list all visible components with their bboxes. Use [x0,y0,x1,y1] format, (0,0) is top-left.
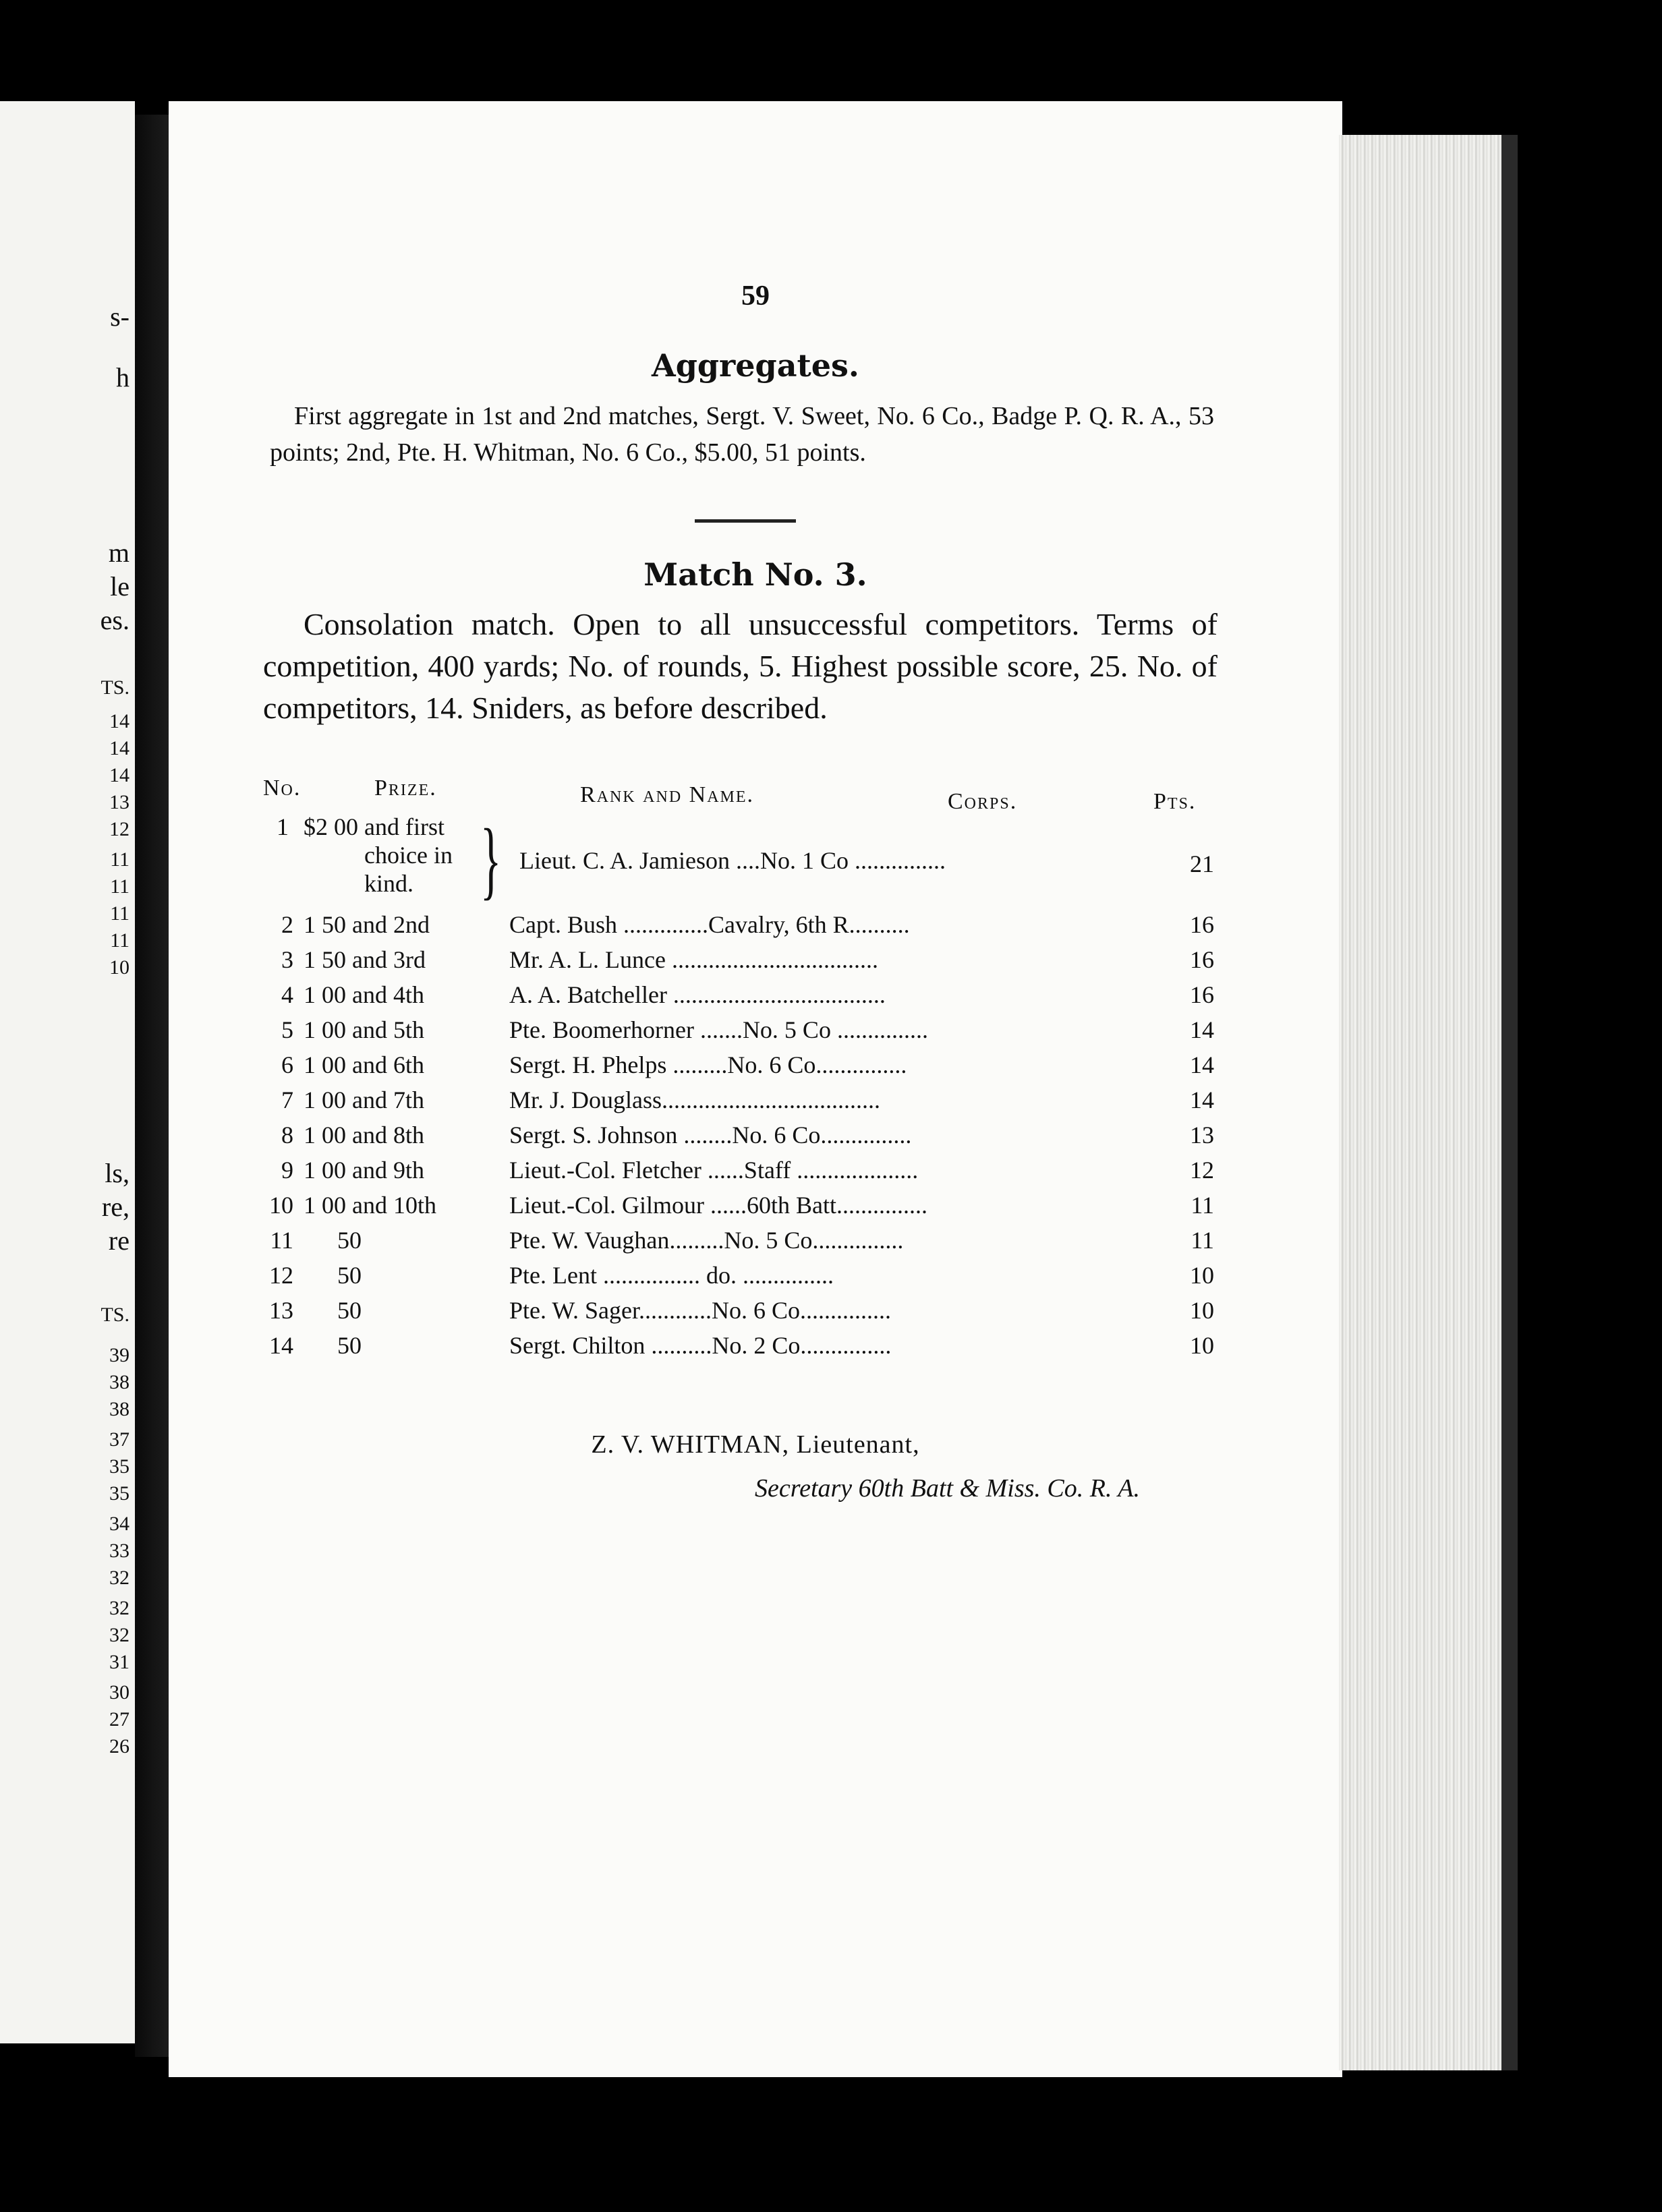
facing-page-fragment: 33 [109,1540,130,1562]
facing-page-fragment: m [108,537,130,568]
facing-page-fragment: 34 [109,1513,130,1535]
facing-page-fragment: 12 [109,818,130,840]
row-no: 1 [277,813,289,840]
table-row [169,981,1342,1016]
section-divider [695,519,796,523]
row-no: 2 [281,911,293,938]
row-no: 8 [281,1122,293,1148]
facing-page-fragment: h [116,362,130,392]
row-prize: 50 [337,1297,362,1324]
header-rank-name: Rank and Name. [580,782,755,807]
facing-page-fragment: 32 [109,1597,130,1619]
row-name-corps: Sergt. S. Johnson ........No. 6 Co............... [509,1122,912,1148]
facing-page-fragment: es. [100,605,130,635]
table-row [169,1226,1342,1261]
row-no: 4 [281,981,293,1008]
row-no: 13 [269,1297,293,1324]
facing-page-fragment: 38 [109,1371,130,1393]
row-prize: 1 00 and 6th [304,1051,424,1078]
row-prize: 1 00 and 10th [304,1192,436,1219]
row-prize: 50 [337,1227,362,1254]
facing-page-fragment: 31 [109,1651,130,1673]
row-name-corps: Mr. A. L. Lunce .................................. [509,946,878,973]
results-table [169,776,1342,1423]
row-prize: 1 00 and 8th [304,1122,424,1148]
table-row [169,1191,1342,1226]
row-prize: 50 [337,1332,362,1359]
facing-page-fragment: 14 [109,737,130,759]
row-prize-line: $2 00 and first [304,813,445,840]
facing-page-fragment: 14 [109,710,130,732]
book-page [169,101,1342,2077]
row-no: 7 [281,1086,293,1113]
facing-page-fragment: 32 [109,1624,130,1646]
row-name-corps: Sergt. H. Phelps .........No. 6 Co............... [509,1051,907,1078]
header-prize: Prize. [374,776,437,801]
table-row [169,910,1342,945]
page-number: 59 [741,281,770,312]
facing-page [0,101,135,2043]
facing-page-fragment: 38 [109,1398,130,1420]
row-prize: 50 [337,1262,362,1289]
row-name-corps: Pte. Lent ................ do. ............... [509,1262,834,1289]
match-heading: Match No. 3. [643,556,867,593]
facing-page-fragment: re [108,1225,130,1256]
row-no: 3 [281,946,293,973]
row-no: 9 [281,1157,293,1184]
facing-page-fragment: TS. [101,676,130,699]
page-edges [1339,135,1518,2070]
facing-page-fragment: 35 [109,1455,130,1478]
row-name-corps: Pte. W. Vaughan.........No. 5 Co............... [509,1227,904,1254]
header-no: No. [263,776,302,801]
row-name-corps: Sergt. Chilton ..........No. 2 Co............... [509,1332,892,1359]
facing-page-fragment: 11 [110,848,130,871]
row-prize: 1 00 and 5th [304,1016,424,1043]
facing-page-fragment: 26 [109,1735,130,1757]
row-name-corps: Lieut.-Col. Gilmour ......60th Batt............... [509,1192,927,1219]
signature-name: Z. V. WHITMAN, Lieutenant, [591,1430,920,1459]
table-row [169,1156,1342,1191]
row-name-corps: Mr. J. Douglass.................................... [509,1086,881,1113]
row-prize: 1 00 and 4th [304,981,424,1008]
table-row [169,945,1342,981]
row-no: 11 [270,1227,293,1254]
row-pts: 14 [1190,1086,1214,1113]
row-prize: 1 00 and 7th [304,1086,424,1113]
facing-page-fragment: 13 [109,791,130,813]
facing-page-fragment: 11 [110,929,130,952]
row-pts: 16 [1190,946,1214,973]
row-prize: 1 50 and 3rd [304,946,426,973]
table-row [169,1051,1342,1086]
table-row [169,813,1342,907]
facing-page-fragment: s- [110,301,130,332]
facing-page-fragment: 11 [110,875,130,898]
row-pts: 13 [1190,1122,1214,1148]
row-prize-line: kind. [364,870,414,897]
header-pts: Pts. [1153,789,1197,814]
row-no: 6 [281,1051,293,1078]
row-name-corps: A. A. Batcheller ................................... [509,981,886,1008]
brace-glyph: } [480,811,502,908]
facing-page-fragment: re, [101,1192,130,1222]
row-name-corps: Capt. Bush ..............Cavalry, 6th R.......... [509,911,910,938]
row-pts: 11 [1191,1192,1214,1219]
row-pts: 21 [1190,850,1214,877]
row-no: 14 [269,1332,293,1359]
header-corps: Corps. [948,789,1018,814]
row-prize-line: choice in [364,842,453,869]
row-pts: 10 [1190,1262,1214,1289]
row-no: 10 [269,1192,293,1219]
row-pts: 10 [1190,1297,1214,1324]
facing-page-fragment: 14 [109,764,130,786]
row-pts: 14 [1190,1051,1214,1078]
facing-page-fragment: ls, [105,1158,130,1188]
row-pts: 16 [1190,911,1214,938]
table-row [169,1261,1342,1296]
facing-page-fragment: 35 [109,1482,130,1505]
row-prize: 1 00 and 9th [304,1157,424,1184]
row-prize: 1 50 and 2nd [304,911,430,938]
row-name-corps: Pte. Boomerhorner .......No. 5 Co ............... [509,1016,928,1043]
aggregates-paragraph: First aggregate in 1st and 2nd matches, Sergt. V. Sweet, No. 6 Co., Badge P. Q. R. A., 53 points; 2nd, Pte. H. Whitman, No. 6 Co., $5.00, 51 points. [270,402,1214,467]
facing-page-fragment: 10 [109,956,130,979]
row-pts: 14 [1190,1016,1214,1043]
facing-page-fragment: 27 [109,1708,130,1730]
aggregates-heading: Aggregates. [652,347,859,384]
book-spine [135,115,169,2057]
facing-page-fragment: le [110,571,130,602]
row-no: 12 [269,1262,293,1289]
table-row [169,1331,1342,1366]
facing-page-fragment: TS. [101,1304,130,1326]
row-no: 5 [281,1016,293,1043]
table-row [169,1016,1342,1051]
facing-page-fragment: 39 [109,1344,130,1366]
table-row [169,1121,1342,1156]
facing-page-fragment: 11 [110,902,130,925]
facing-page-fragment: 37 [109,1428,130,1451]
match-description: Consolation match. Open to all unsuccessful competitors. Terms of competition, 400 yards; No. of rounds, 5. Highest possible score, 25. No. of competitors, 14. Sniders, as before described. [263,607,1217,725]
row-name-corps: Lieut.-Col. Fletcher ......Staff .................... [509,1157,919,1184]
table-row [169,1086,1342,1121]
row-pts: 12 [1190,1157,1214,1184]
row-pts: 16 [1190,981,1214,1008]
signature-title: Secretary 60th Batt & Miss. Co. R. A. [754,1474,1140,1503]
facing-page-fragment: 32 [109,1567,130,1589]
table-row [169,1296,1342,1331]
facing-page-fragment: 30 [109,1681,130,1704]
row-name-corps: Pte. W. Sager............No. 6 Co............... [509,1297,892,1324]
row-pts: 11 [1191,1227,1214,1254]
row-name-corps: Lieut. C. A. Jamieson ....No. 1 Co ............... [519,847,946,874]
row-pts: 10 [1190,1332,1214,1359]
